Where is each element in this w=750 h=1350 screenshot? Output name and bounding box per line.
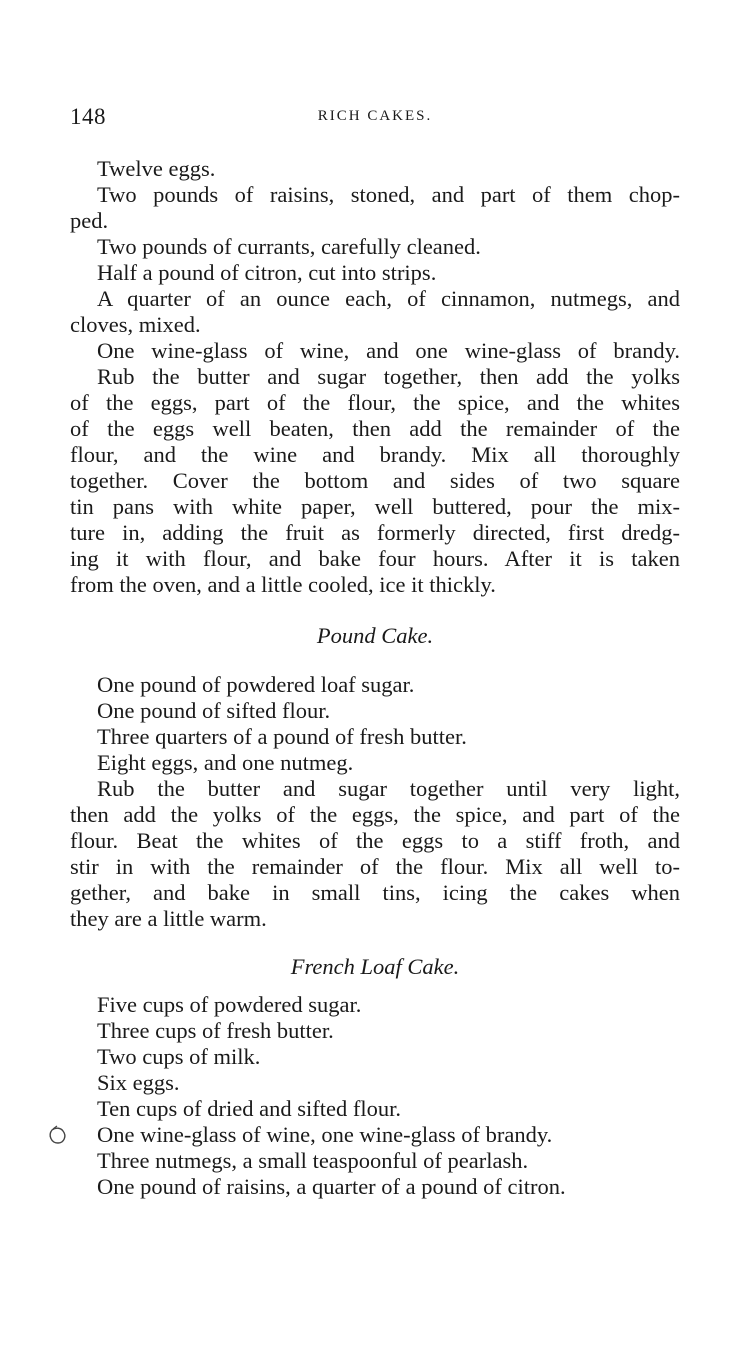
margin-pencil-mark-icon: [46, 1123, 70, 1147]
instruction-line: of the eggs well beaten, then add the remainder of the: [70, 416, 680, 441]
page-header: [70, 104, 680, 134]
instruction-line: from the oven, and a little cooled, ice it thickly.: [70, 572, 496, 597]
instruction-line: together. Cover the bottom and sides of two square: [70, 468, 680, 493]
instruction-line: ing it with flour, and bake four hours. After it is taken: [70, 546, 680, 571]
ingredient-line: ped.: [70, 208, 109, 233]
ingredient-line: Half a pound of citron, cut into strips.: [97, 260, 437, 285]
ingredient-line: A quarter of an ounce each, of cinnamon, nutmegs, and: [97, 286, 680, 311]
instruction-line: stir in with the remainder of the flour. Mix all well to-: [70, 854, 680, 879]
ingredient-line: One wine-glass of wine, and one wine-glass of brandy.: [97, 338, 680, 363]
ingredient-line: Two cups of milk.: [97, 1044, 261, 1069]
ingredient-line: One pound of powdered loaf sugar.: [97, 672, 415, 697]
ingredient-line: Ten cups of dried and sifted flour.: [97, 1096, 401, 1121]
ingredient-line: Three quarters of a pound of fresh butter.: [97, 724, 467, 749]
instruction-line: flour, and the wine and brandy. Mix all thoroughly: [70, 442, 680, 467]
page-number: 148: [70, 104, 106, 129]
ingredient-line: Two pounds of raisins, stoned, and part of them chop-: [97, 182, 680, 207]
ingredient-line: Three cups of fresh butter.: [97, 1018, 334, 1043]
ingredient-line: Three nutmegs, a small teaspoonful of pearlash.: [97, 1148, 529, 1173]
instruction-line: Rub the butter and sugar together, then add the yolks: [97, 364, 680, 389]
ingredient-line: One pound of sifted flour.: [97, 698, 331, 723]
ingredient-line: cloves, mixed.: [70, 312, 201, 337]
instruction-line: they are a little warm.: [70, 906, 267, 931]
recipe-title: Pound Cake.: [316, 623, 434, 648]
recipe-title: French Loaf Cake.: [290, 954, 460, 979]
instruction-line: tin pans with white paper, well buttered, pour the mix-: [70, 494, 680, 519]
ingredient-line: One pound of raisins, a quarter of a pound of citron.: [97, 1174, 566, 1199]
instruction-line: of the eggs, part of the flour, the spice, and the whites: [70, 390, 680, 415]
ingredient-line: Eight eggs, and one nutmeg.: [97, 750, 354, 775]
instruction-line: gether, and bake in small tins, icing the cakes when: [70, 880, 680, 905]
recipe-body: [70, 672, 680, 932]
ingredient-line: Six eggs.: [97, 1070, 180, 1095]
recipe-continuation: [70, 156, 680, 598]
ingredient-line: One wine-glass of wine, one wine-glass of brandy.: [97, 1122, 553, 1147]
ingredient-line: Twelve eggs.: [97, 156, 216, 181]
ingredient-line: Two pounds of currants, carefully cleaned.: [97, 234, 481, 259]
instruction-line: then add the yolks of the eggs, the spice, and part of the: [70, 802, 680, 827]
recipe-body: [70, 992, 680, 1200]
instruction-line: ture in, adding the fruit as formerly directed, first dredg-: [70, 520, 680, 545]
ingredient-line: Five cups of powdered sugar.: [97, 992, 362, 1017]
running-head: RICH CAKES.: [317, 108, 433, 124]
instruction-line: Rub the butter and sugar together until very light,: [97, 776, 680, 801]
instruction-line: flour. Beat the whites of the eggs to a stiff froth, and: [70, 828, 680, 853]
